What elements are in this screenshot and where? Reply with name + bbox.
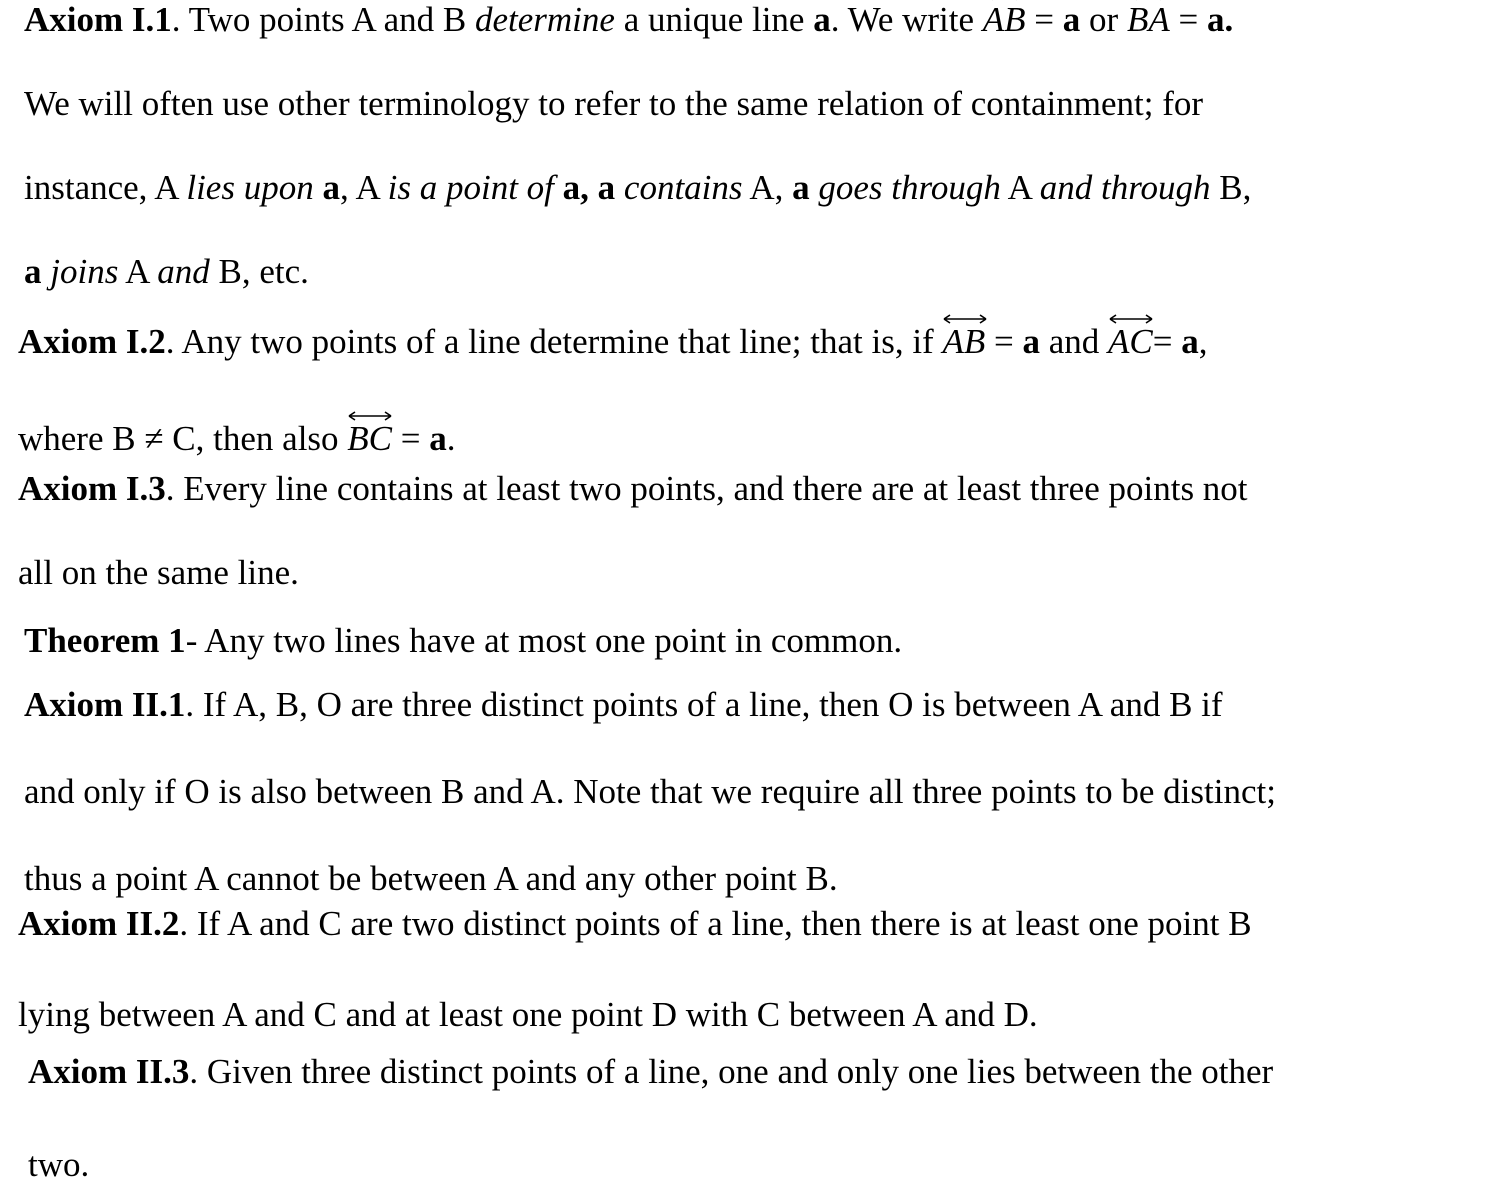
text-run: = <box>985 322 1023 361</box>
bold-text: Axiom II.2 <box>18 904 180 943</box>
text-run: A <box>1000 168 1040 207</box>
bold-text: Theorem 1 <box>24 621 186 660</box>
text-run: , <box>1198 322 1208 361</box>
bold-text: a <box>597 168 616 207</box>
italic-text: determine <box>474 0 615 39</box>
axiom-ii2-line-1 <box>18 904 1252 944</box>
axiom-i2-line-1 <box>18 322 1208 362</box>
text-run: thus a point A cannot be between A and any other point B. <box>24 859 838 898</box>
bold-text: Axiom II.1 <box>24 685 186 724</box>
text-run <box>554 168 563 207</box>
bold-text: a. <box>1206 0 1234 39</box>
text-run: a unique line <box>614 0 814 39</box>
bold-text: Axiom II.3 <box>28 1052 190 1091</box>
text-run: B, etc. <box>209 252 309 291</box>
text-run: We will often use other terminology to refer to the same relation of containment; for <box>24 84 1204 123</box>
axiom-ii1-line-2 <box>24 772 1276 812</box>
text-run: A <box>118 252 158 291</box>
axiom-ii3-line-1 <box>28 1052 1273 1092</box>
italic-text: and <box>157 252 210 291</box>
text-run: and <box>1039 322 1109 361</box>
text-run: two. <box>28 1145 90 1184</box>
text-run <box>589 168 598 207</box>
line-notation-arrow: AB <box>942 322 985 362</box>
text-run: all on the same line. <box>18 553 299 592</box>
text-run: . If A and C are two distinct points of a line, then there is at least one point B <box>179 904 1252 943</box>
line-notation: AB <box>983 0 1026 40</box>
axiom-i3-line-1 <box>18 469 1248 509</box>
bold-text: a <box>1181 322 1199 361</box>
text-run: . Given three distinct points of a line, one and only one lies between the other <box>189 1052 1274 1091</box>
axiom-i1-line-4 <box>24 252 309 292</box>
italic-text: and through <box>1039 168 1211 207</box>
text-run: . Two points A and B <box>171 0 475 39</box>
text-run: - Any two lines have at most one point in common. <box>185 621 903 660</box>
overline-cap-icon <box>1129 0 1168 2</box>
text-run: = <box>392 419 430 458</box>
text-run: = <box>1169 0 1207 39</box>
bold-text: a <box>322 168 340 207</box>
axiom-i3-line-2 <box>18 553 299 593</box>
text-run: where B ≠ C, then also <box>18 419 348 458</box>
bold-text: a <box>1062 0 1081 39</box>
bold-text: a <box>24 252 42 291</box>
axiom-i1-line-1 <box>24 0 1233 40</box>
line-notation-arrow: BC <box>347 419 392 459</box>
axiom-i1-line-2 <box>24 84 1203 124</box>
italic-text: joins <box>50 252 119 291</box>
text-run: . Every line contains at least two points, and there are at least three points not <box>165 469 1248 508</box>
bold-text: a <box>813 0 831 39</box>
italic-text: lies upon <box>186 168 314 207</box>
italic-text: contains <box>623 168 743 207</box>
bold-text: Axiom I.3 <box>18 469 166 508</box>
double-arrow-icon <box>1106 313 1158 325</box>
overline-cap-icon <box>985 0 1024 2</box>
double-arrow-icon <box>940 313 992 325</box>
axiom-i1-line-3 <box>24 168 1251 208</box>
italic-text: goes through <box>818 168 1001 207</box>
text-run: . If A, B, O are three distinct points of a line, then O is between A and B if <box>185 685 1223 724</box>
text-run: A, <box>742 168 793 207</box>
text-run: = <box>1025 0 1063 39</box>
axiom-ii3-line-2 <box>28 1145 89 1185</box>
bold-text: a <box>792 168 810 207</box>
bold-text: a <box>1022 322 1040 361</box>
text-run <box>42 252 51 291</box>
line-notation-arrow: AC <box>1108 322 1153 362</box>
double-arrow-icon <box>345 410 397 422</box>
text-run <box>615 168 624 207</box>
text-run: and only if O is also between B and A. Note that we require all three points to be distinct; <box>24 772 1276 811</box>
axiom-ii1-line-3 <box>24 859 838 899</box>
text-run: . <box>446 419 456 458</box>
axiom-ii1-line-1 <box>24 685 1223 725</box>
text-run: B, <box>1210 168 1252 207</box>
bold-text: a, <box>562 168 589 207</box>
text-run: instance, A <box>24 168 187 207</box>
text-run: = <box>1152 322 1182 361</box>
text-run: or <box>1080 0 1127 39</box>
text-run: . We write <box>830 0 983 39</box>
bold-text: Axiom I.1 <box>24 0 172 39</box>
italic-text: is a point of <box>387 168 554 207</box>
text-run: , A <box>339 168 388 207</box>
text-run: lying between A and C and at least one point D with C between A and D. <box>18 995 1038 1034</box>
bold-text: a <box>429 419 447 458</box>
theorem-1-line <box>24 621 902 661</box>
text-run: . Any two points of a line determine that line; that is, if <box>165 322 943 361</box>
axiom-i2-line-2 <box>18 419 456 459</box>
line-notation: BA <box>1127 0 1170 40</box>
bold-text: Axiom I.2 <box>18 322 166 361</box>
axiom-ii2-line-2 <box>18 995 1038 1035</box>
